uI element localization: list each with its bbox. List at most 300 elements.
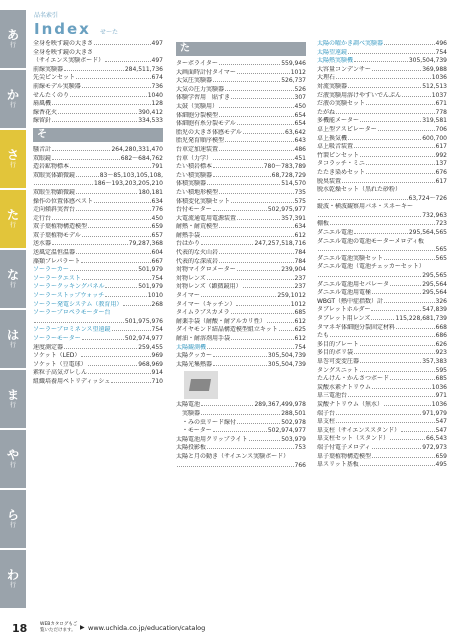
index-entry [317, 367, 447, 376]
catalog-url[interactable]: www.uchida.co.jp/education/catalog [88, 624, 206, 632]
leader-dots [76, 172, 99, 177]
entry-name: 太陽電池 [176, 401, 201, 409]
sidebar-tab[interactable] [0, 10, 26, 68]
index-entry [317, 220, 447, 229]
entry-name: だ液実験用溶けやすいでんぷん [317, 91, 402, 99]
index-entry [317, 178, 447, 187]
entry-name: タブレット用レンズ [317, 315, 371, 322]
entry-name: 耐薬手袋（耐酸・耐アルカリ性） [176, 317, 266, 325]
leader-dots [213, 172, 271, 177]
entry-name: 体細胞有糸分裂モデル [176, 120, 236, 128]
entry-pages: 971,979 [422, 409, 447, 417]
entry-name: たんけん・かんさつボード [317, 375, 390, 383]
entry-name: 双子葉植物モデル [33, 231, 81, 239]
entry-name: 前線モデル実験器 [33, 82, 81, 90]
entry-pages: 1037 [431, 91, 447, 99]
index-entry [33, 378, 163, 387]
leader-dots [330, 220, 435, 225]
leader-dots [88, 361, 138, 366]
entry-pages: 501,979 [138, 266, 163, 274]
entry-pages: 497 [151, 57, 163, 65]
entry-name: ダニエル電池実験セット [317, 254, 384, 262]
header-small-label: 品名索引 [34, 12, 59, 19]
entry-pages: 753 [294, 444, 306, 452]
entry-name: タコラッチ・ミニ [317, 160, 365, 168]
entry-pages: 180,181 [138, 188, 163, 196]
leader-dots [384, 401, 431, 406]
entry-name: 走向傾斜実習台 [33, 206, 76, 214]
sidebar-tab-suffix: 行 [9, 281, 16, 289]
index-entry [33, 57, 163, 66]
entry-name: 大画面時計付タイマー [176, 68, 236, 76]
entry-pages: 259,455 [138, 343, 163, 351]
entry-name: 前線実験器 [33, 65, 64, 73]
index-entry [176, 401, 306, 410]
entry-name: ソーラーカー [33, 266, 69, 274]
entry-name: 体験学習用 貼すき [176, 94, 231, 102]
index-entry [317, 272, 447, 281]
page-footer [0, 618, 462, 644]
entry-pages: 83〜85,103,105,108, [99, 171, 163, 179]
entry-pages: 501,979 [138, 283, 163, 291]
entry-name: 双眼実体顕微鏡 [33, 171, 76, 179]
leader-dots [243, 283, 294, 288]
entry-name: 卓上吸音装置 [317, 143, 354, 151]
entry-pages: 502,974,977 [267, 427, 306, 435]
leader-dots [231, 335, 294, 340]
entry-pages: 137 [435, 160, 447, 168]
leader-dots [372, 453, 435, 458]
entry-pages: 259,1012 [277, 292, 306, 300]
entry-pages: 972,973 [422, 443, 447, 451]
leader-dots [371, 315, 394, 320]
entry-pages: 667 [151, 257, 163, 265]
entry-name: 大電流通電用電源装置 [176, 214, 237, 222]
index-entry [317, 349, 447, 358]
index-sidebar [0, 0, 26, 610]
leader-dots [76, 249, 151, 254]
leader-dots [336, 109, 435, 114]
index-entry [33, 40, 163, 49]
index-entry [176, 240, 306, 249]
index-entry [176, 275, 306, 284]
entry-name: 走行台 [33, 214, 52, 222]
entry-name: たがね [317, 108, 336, 116]
leader-dots [105, 57, 150, 62]
index-entry [33, 240, 163, 249]
footer-note: WEBカタログもご覧いただけます。 [40, 622, 78, 633]
entry-name: 送風定温恒温器 [33, 249, 76, 257]
entry-name: 単支柱（サイエンススタンド） [317, 426, 401, 434]
entry-name: ソケット（豆電球） [33, 360, 87, 368]
index-entry [317, 392, 447, 401]
sidebar-tab-kana: あ [6, 27, 19, 42]
sidebar-tab[interactable] [0, 490, 26, 548]
leader-dots [237, 120, 294, 125]
index-entry [317, 358, 447, 367]
sidebar-tab[interactable] [0, 310, 26, 368]
index-entry [33, 109, 163, 118]
leader-dots [105, 283, 137, 288]
entry-name: 単支柱 [317, 418, 336, 426]
index-entry [317, 195, 447, 204]
index-entry [176, 436, 306, 445]
index-entry [317, 410, 447, 419]
entry-pages: 284,511,736 [124, 65, 163, 73]
entry-name: 造岩鉱物標本 [33, 163, 70, 171]
leader-dots [360, 152, 435, 157]
entry-pages: 617 [435, 177, 447, 185]
index-entry [317, 212, 447, 221]
entry-name: 藻類プレパラート [33, 257, 81, 265]
index-entry [33, 275, 163, 284]
entry-pages: 486 [294, 145, 306, 153]
index-entry [176, 163, 306, 172]
leader-dots [207, 180, 280, 185]
leader-dots [52, 155, 120, 160]
leader-dots [112, 326, 151, 331]
index-entry [33, 198, 163, 207]
entry-pages: 671 [435, 100, 447, 108]
index-entry [176, 86, 306, 95]
leader-dots [372, 66, 421, 71]
leader-dots [372, 289, 421, 294]
index-entry [317, 152, 447, 161]
entry-pages: 63,724〜726 [408, 194, 447, 202]
index-entry [176, 129, 306, 138]
sidebar-tab[interactable] [0, 130, 26, 188]
sidebar-tab[interactable] [0, 70, 26, 128]
leader-dots [372, 444, 422, 449]
entry-pages: 1010 [147, 292, 163, 300]
leader-dots [213, 361, 267, 366]
entry-pages: 676 [435, 168, 447, 176]
sidebar-tab[interactable] [0, 250, 26, 308]
entry-pages: 514,570 [281, 180, 306, 188]
leader-dots [236, 301, 289, 306]
index-entry [176, 326, 306, 335]
entry-pages: 295,565 [422, 272, 447, 280]
entry-pages: 612 [294, 231, 306, 239]
entry-pages: 992 [435, 151, 447, 159]
entry-name: ソーラーストップウォッチ [33, 292, 105, 300]
sidebar-tab-kana: や [6, 447, 19, 462]
entry-pages: 1036 [431, 400, 447, 408]
index-entry [33, 335, 163, 344]
index-entry [33, 155, 163, 164]
leader-dots [219, 146, 294, 151]
leader-dots [267, 318, 294, 323]
leader-dots [219, 223, 294, 228]
leader-dots [390, 435, 425, 440]
index-entry [176, 410, 306, 419]
entry-name: 体積変化実験セット [176, 197, 231, 205]
leader-dots [366, 169, 435, 174]
entry-pages: 780〜783,789 [263, 163, 306, 171]
leader-dots [111, 378, 150, 383]
entry-pages: 68,728,729 [271, 171, 306, 179]
entry-pages: 295,564,565 [408, 229, 447, 237]
entry-pages: 503,979 [281, 435, 306, 443]
entry-pages: 357,391 [281, 214, 306, 222]
entry-name: ソケット（LED） [33, 352, 81, 360]
index-entry [317, 384, 447, 393]
leader-dots [207, 275, 294, 280]
entry-pages: 451 [294, 154, 306, 162]
entry-pages: 495 [435, 461, 447, 469]
entry-pages: 612 [294, 335, 306, 342]
leader-dots [94, 198, 151, 203]
arrow-icon: ▶ [80, 624, 85, 631]
entry-pages: 1036 [431, 74, 447, 82]
entry-pages: 497 [151, 40, 163, 47]
leader-dots [52, 117, 137, 122]
entry-pages: 776 [151, 206, 163, 214]
leader-dots [348, 135, 421, 140]
sidebar-tab-kana: は [6, 327, 19, 342]
entry-pages: 559,946 [281, 60, 306, 67]
leader-dots [318, 195, 408, 200]
index-entry [33, 309, 163, 318]
entry-pages: 565 [435, 254, 447, 262]
entry-pages: 502,975,977 [267, 206, 306, 214]
entry-name: 耐熱手袋 [176, 231, 201, 239]
index-entry [317, 401, 447, 410]
sidebar-tab[interactable] [0, 370, 26, 428]
entry-name: 対物レンズ [176, 274, 206, 282]
index-entry [317, 135, 447, 144]
entry-name: 太陽熱実験機 [317, 57, 354, 65]
leader-dots [360, 367, 435, 372]
entry-pages: 502,974,977 [124, 335, 163, 342]
leader-dots [225, 86, 294, 91]
entry-pages: 547 [435, 418, 447, 426]
leader-dots [70, 92, 147, 97]
sidebar-tab-suffix: 行 [9, 401, 16, 409]
index-entry [317, 341, 447, 350]
leader-dots [76, 74, 151, 79]
leader-dots [336, 74, 431, 79]
entry-pages: 710 [151, 377, 163, 385]
entry-name: たい積実験器 [176, 171, 213, 179]
entry-pages: 575 [294, 197, 306, 205]
entry-name: 体細胞分裂模型 [176, 111, 219, 119]
leader-dots [231, 309, 294, 314]
entry-name: 全身を映す鏡の大きさ [33, 48, 94, 56]
entry-pages: 295,564 [422, 289, 447, 297]
entry-pages: 305,504,739 [267, 360, 306, 368]
entry-name: タングスニット [317, 366, 359, 374]
index-entry [176, 69, 306, 78]
sidebar-tab-kana: ま [6, 387, 19, 402]
index-entry [317, 263, 447, 272]
entry-name: 耐熱・耐荒模型 [176, 223, 219, 231]
index-entry [33, 180, 163, 189]
entry-pages: 682〜684,762 [120, 154, 163, 162]
leader-dots [52, 100, 151, 105]
entry-pages: 595 [435, 366, 447, 374]
index-entry [176, 137, 306, 146]
leader-dots [384, 298, 435, 303]
leader-dots [237, 266, 280, 271]
entry-name: 太陽電池用クリップライト [176, 435, 248, 443]
index-entry [33, 301, 163, 310]
entry-pages: 659 [435, 452, 447, 460]
leader-dots [81, 258, 150, 263]
sidebar-tab-suffix: 行 [9, 101, 16, 109]
index-entry [176, 444, 306, 453]
entry-name: 多目的ポリ袋 [317, 349, 354, 357]
index-entry [317, 281, 447, 290]
entry-name: 炭酸ナトリウム（無水） [317, 400, 383, 408]
sidebar-tab-suffix: 行 [9, 41, 16, 49]
entry-pages: 305,504,739 [408, 57, 447, 65]
entry-pages: 63,642 [285, 128, 306, 136]
entry-name: 操作の位置体感ベスト [33, 197, 94, 205]
entry-pages: 237 [294, 274, 306, 282]
index-entry [33, 83, 163, 92]
entry-pages: 600,700 [422, 134, 447, 142]
index-entry [317, 57, 447, 66]
index-entry [317, 255, 447, 264]
entry-pages: 334,533 [138, 117, 163, 125]
entry-pages: 264,280,331,470 [111, 145, 163, 153]
index-entry [33, 163, 163, 172]
entry-name: 大容量コンデンサー [317, 65, 371, 73]
leader-dots [52, 146, 110, 151]
sidebar-tab[interactable] [0, 550, 26, 608]
entry-pages: 784 [294, 257, 306, 265]
entry-pages: 1040 [147, 91, 163, 99]
index-entry [33, 326, 163, 335]
index-column-2 [176, 40, 306, 470]
entry-name: ソーラーモーター [33, 335, 81, 342]
entry-pages: 547,839 [422, 306, 447, 314]
leader-dots [366, 160, 435, 165]
entry-name: 速度測定器 [33, 343, 64, 351]
leader-dots [342, 178, 435, 183]
leader-dots [207, 444, 294, 449]
entry-name: WBGT（熱中症指数）計 [317, 297, 384, 305]
leader-dots [76, 189, 137, 194]
entry-name: 騒音計 [33, 145, 52, 153]
index-entry [33, 283, 163, 292]
entry-pages: 685 [294, 309, 306, 317]
index-entry [176, 283, 306, 292]
sidebar-tab-kana: さ [6, 147, 19, 162]
index-entry [33, 344, 163, 353]
header-range: せ〜た [99, 29, 118, 36]
entry-pages: 526 [294, 85, 306, 93]
entry-name: 単子葉植物構造模型 [317, 452, 372, 460]
index-entry [317, 117, 447, 126]
entry-name: 双眼生物顕微鏡 [33, 188, 76, 196]
index-entry [317, 306, 447, 315]
leader-dots [219, 258, 294, 263]
leader-dots [243, 129, 284, 134]
leader-dots [390, 375, 435, 380]
leader-dots [371, 306, 421, 311]
entry-pages: 66,543 [426, 435, 447, 443]
sidebar-tab-kana: な [6, 267, 19, 282]
entry-pages: 547 [435, 426, 447, 434]
entry-name: 炭酸水素ナトリウム [317, 383, 371, 391]
sidebar-tab[interactable] [0, 430, 26, 488]
entry-name: 竹製ピンセット [317, 151, 360, 159]
entry-name: 台はかり [176, 240, 201, 248]
page-title: Index [34, 20, 91, 38]
leader-dots [34, 318, 124, 323]
leader-dots [249, 436, 281, 441]
entry-pages: 923 [435, 349, 447, 357]
entry-name: たい積岩標本 [176, 163, 213, 171]
entry-name: たたき染めセット [317, 168, 366, 176]
entry-pages: 79,287,368 [128, 240, 163, 248]
leader-dots [82, 275, 151, 280]
index-entry [176, 180, 306, 189]
leader-dots [237, 215, 280, 220]
leader-dots [360, 358, 421, 363]
index-entry [317, 40, 447, 49]
index-entry [176, 301, 306, 310]
entry-pages: 1036 [431, 383, 447, 391]
index-entry [33, 318, 163, 327]
index-entry [317, 169, 447, 178]
index-entry [33, 74, 163, 83]
entry-name: ソーラープロミネンス望遠鏡 [33, 326, 111, 334]
leader-dots [64, 66, 124, 71]
entry-pages: 754 [435, 48, 447, 56]
leader-dots [390, 281, 421, 286]
index-entry [176, 232, 306, 241]
index-entry [176, 155, 306, 164]
entry-pages: 625 [294, 326, 306, 334]
index-header [34, 10, 118, 38]
entry-pages: 634 [151, 197, 163, 205]
entry-name: 胎児発育順序模型 [176, 137, 225, 145]
entry-name: 代表的な火山岩 [176, 249, 219, 257]
entry-pages: 565 [435, 246, 447, 254]
leader-dots [213, 163, 263, 168]
index-entry [33, 292, 163, 301]
leader-dots [201, 401, 253, 406]
entry-pages: 626 [435, 340, 447, 348]
index-entry [317, 289, 447, 298]
leader-dots [219, 189, 294, 194]
entry-pages: 526,737 [281, 77, 306, 85]
entry-name: 大気の圧力実験器 [176, 85, 225, 93]
entry-pages: 914 [151, 369, 163, 377]
entry-name: ソーラークッキングパネル [33, 283, 105, 291]
entry-pages: 390,412 [138, 108, 163, 116]
entry-name: 卓上型アスピレーター [317, 125, 377, 133]
leader-dots [64, 344, 137, 349]
section-header-ta: た [176, 42, 306, 56]
entry-name: 耐油・耐溶剤用手袋 [176, 335, 231, 342]
entry-name: 単支柱セット（スタンド） [317, 435, 390, 443]
entry-name: 台車（力学） [176, 154, 213, 162]
sidebar-tab[interactable] [0, 190, 26, 248]
entry-name: 太陽の曜かき調べ実験器 [317, 40, 384, 47]
leader-dots [52, 215, 151, 220]
index-entry [33, 117, 163, 126]
leader-dots [213, 206, 267, 211]
index-entry [317, 427, 447, 436]
leader-dots [34, 180, 93, 185]
index-entry [33, 92, 163, 101]
leader-dots [366, 100, 435, 105]
entry-name: 単三電池台 [317, 392, 348, 400]
